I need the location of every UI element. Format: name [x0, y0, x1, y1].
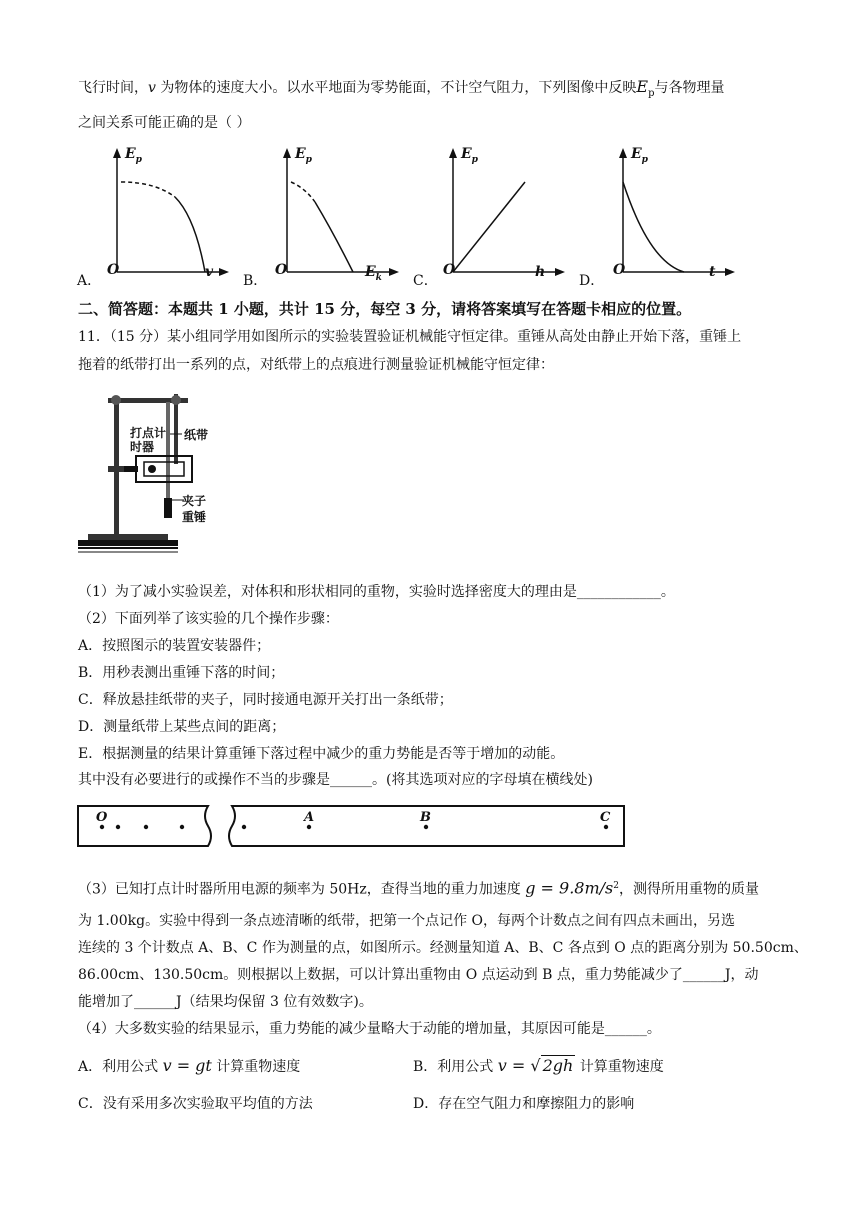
strip-label-b: B	[420, 810, 431, 825]
graph-d-option: D．	[579, 273, 605, 289]
graph-b	[243, 142, 413, 292]
graph-b-ylabel: $E_p$	[295, 146, 312, 165]
graph-c-xlabel: h	[535, 264, 546, 280]
graph-c-ylabel: $E_p$	[461, 146, 478, 165]
intro-line-1	[78, 77, 724, 104]
graph-c	[413, 142, 583, 292]
sub3-line-4: 86.00cm、130.50cm。则根据以上数据，可以计算出重物由 O 点运动到 B 点，重力势能减少了______J，动	[78, 967, 759, 983]
strip-label-a: A	[304, 810, 315, 825]
graph-a-dashed-curve	[121, 182, 175, 197]
graph-a-xlabel: v	[205, 264, 214, 280]
sub4-option-a: A．利用公式 v = gt 计算重物速度	[78, 1056, 301, 1075]
graph-d-xlabel: t	[709, 264, 716, 280]
sub4-option-d: D．存在空气阻力和摩擦阻力的影响	[413, 1096, 635, 1112]
graph-d-x-arrow	[725, 268, 735, 276]
label-clip: 夹子	[182, 494, 207, 508]
intro-text-a: 飞行时间，	[78, 80, 148, 96]
graph-a-x-arrow	[219, 268, 229, 276]
strip-label-o: O	[96, 810, 108, 825]
section-heading: 二、简答题：本题共 1 小题，共计 15 分，每空 3 分，请将答案填写在答题卡相应的位置。	[78, 300, 692, 318]
sub2-intro: （2）下面列举了该实验的几个操作步骤：	[78, 611, 339, 627]
intro-var-v: v	[148, 80, 156, 96]
graph-b-y-arrow	[283, 148, 291, 158]
graph-b-xlabel: $E_k$	[365, 264, 382, 283]
intro-text-b: 为物体的速度大小。以水平地面为零势能面，不计空气阻力，下列图像中反映	[155, 80, 637, 96]
graph-a-origin: O	[107, 262, 120, 278]
sub2-step-a: A．按照图示的装置安装器件；	[78, 638, 271, 654]
graph-c-line	[453, 182, 525, 272]
intro-var-ep-sub: p	[648, 87, 655, 99]
graph-b-option: B．	[243, 273, 268, 289]
sub4-option-c: C．没有采用多次实验取平均值的方法	[78, 1096, 313, 1112]
graph-options	[75, 142, 775, 292]
apparatus-drawing	[78, 388, 268, 560]
graph-a-curve	[175, 197, 205, 272]
sub2-step-b: B．用秒表测出重锤下落的时间；	[78, 665, 285, 681]
label-weight: 重锤	[182, 510, 207, 524]
graph-c-origin: O	[443, 262, 456, 278]
q11-line-2: 拖着的纸带打出一系列的点，对纸带上的点痕进行测量验证机械能守恒定律：	[78, 357, 554, 373]
graph-a-y-arrow	[113, 148, 121, 158]
graph-a-option: A．	[77, 273, 102, 289]
graph-c-y-arrow	[449, 148, 457, 158]
graph-d-ylabel: $E_p$	[631, 146, 648, 165]
graph-c-x-arrow	[555, 268, 565, 276]
q11-line-1: 11．（15 分）某小组同学用如图所示的实验装置验证机械能守恒定律。重锤从高处由静止开始下落，重锤上	[78, 329, 742, 345]
sub2-step-e: E．根据测量的结果计算重锤下落过程中减少的重力势能是否等于增加的动能。	[78, 746, 565, 762]
graph-b-origin: O	[275, 262, 288, 278]
graph-d-y-arrow	[619, 148, 627, 158]
sub4-option-b: B．利用公式 v = √ 2gh 计算重物速度	[413, 1056, 664, 1075]
sub2-question: 其中没有必要进行的或操作不当的步骤是______。(将其选项对应的字母填在横线处)	[78, 772, 593, 788]
graph-d	[579, 142, 749, 292]
graph-d-origin: O	[613, 262, 626, 278]
sub2-step-c: C．释放悬挂纸带的夹子，同时接通电源开关打出一条纸带；	[78, 692, 453, 708]
sub3-line-3: 连续的 3 个计数点 A、B、C 作为测量的点，如图所示。经测量知道 A、B、C 各点到 O 点的距离分别为 50.50cm、	[78, 940, 808, 956]
sub4-question: （4）大多数实验的结果显示，重力势能的减少量略大于动能的增加量，其原因可能是______。	[78, 1021, 661, 1037]
label-tape: 纸带	[184, 428, 209, 442]
sub3-line-2: 为 1.00kg。实验中得到一条点迹清晰的纸带，把第一个点记作 O，每两个计数点之间有四点未画出，另选	[78, 913, 735, 929]
graph-a-ylabel: $E_p$	[125, 146, 142, 165]
sub1-question: （1）为了减小实验误差，对体积和形状相同的重物，实验时选择密度大的理由是____________。	[78, 584, 675, 600]
graph-c-option: C．	[413, 273, 438, 289]
sub3-line-5: 能增加了______J（结果均保留 3 位有效数字)。	[78, 994, 373, 1010]
sub2-step-d: D．测量纸带上某些点间的距离；	[78, 719, 286, 735]
paper-tape-drawing	[76, 800, 632, 856]
intro-line-2: 之间关系可能正确的是（ ）	[78, 115, 251, 131]
label-timer: 打点计 时器	[130, 426, 167, 454]
graph-b-curve	[315, 202, 353, 272]
apparatus-figure	[78, 388, 268, 560]
paper-tape-strip	[76, 800, 632, 856]
strip-label-c: C	[600, 810, 611, 825]
graph-b-dashed-curve	[291, 182, 315, 202]
sub3-line-1: （3）已知打点计时器所用电源的频率为 50Hz，查得当地的重力加速度 $g = 9.8m/s^2$，测得所用重物的质量	[78, 878, 759, 898]
intro-text-c: 与各物理量	[654, 80, 725, 96]
intro-var-ep: E	[636, 77, 649, 96]
graph-b-x-arrow	[389, 268, 399, 276]
graph-d-curve	[623, 182, 684, 272]
